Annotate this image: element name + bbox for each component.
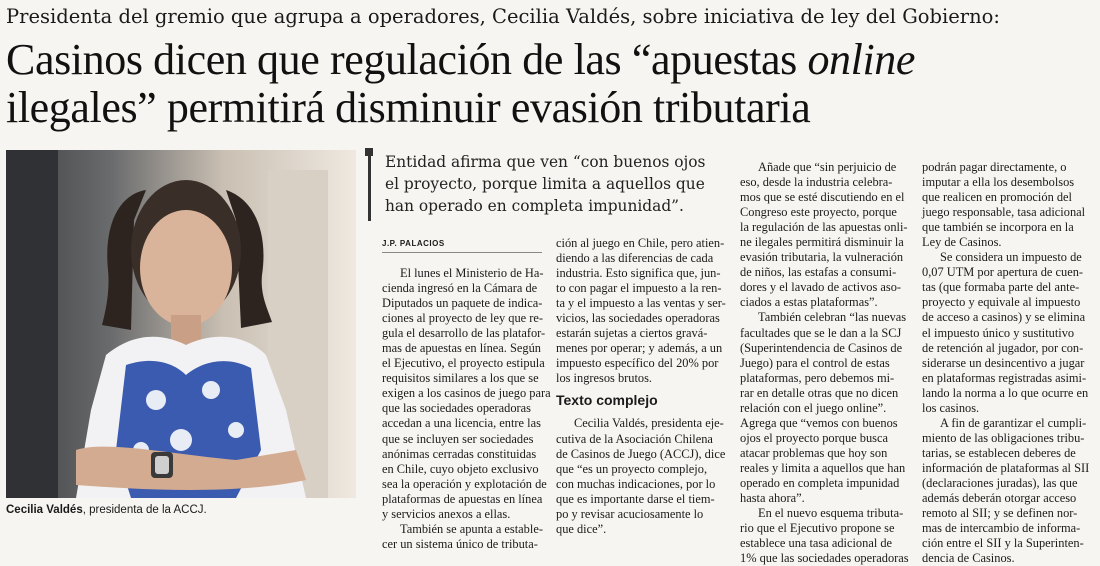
body-line: cienda ingresó en la Cámara de [382,281,538,296]
body-line: mos que se esté discutiendo en el [740,190,905,205]
body-column-2 [556,236,726,537]
body-line: 1% que las sociedades operadoras [740,551,909,566]
body-column-4 [922,160,1094,566]
body-line: ción entre el SII y la Superinten- [922,536,1084,551]
body-line: facultades que se le dan a la SCJ [740,325,902,340]
body-line: estarán sujetas a ciertos gravá- [556,326,708,341]
body-line: imputar a ella los desembolsos [922,175,1075,190]
body-line: diendo a las diferencias de cada [556,251,714,266]
article-photo [6,150,356,498]
body-line: menes por operar; y además, a un [556,341,723,356]
headline-italic-word: online [807,35,916,84]
pull-quote-line: han operado en completa impunidad”. [385,197,684,215]
portrait-illustration [6,150,356,498]
body-line: Congreso este proyecto, porque [740,205,897,220]
body-line: exigen a los casinos de juego para [382,386,551,401]
body-line: También se apunta a estable- [400,521,543,536]
body-line: Se considera un impuesto de [940,250,1082,265]
body-line: que se incluyen ser sociedades [382,431,534,446]
body-line: que dice”. [556,521,607,536]
pull-quote-marker [365,148,373,156]
body-line: Diputados un paquete de indica- [382,296,543,311]
body-line: rar en detalle otras que no dicen [740,385,899,400]
body-line: ta y el impuesto a las ventas y ser- [556,296,726,311]
body-line: el Ejecutivo, el proyecto estipula [382,356,545,371]
body-line: la regulación de las apuestas onli- [740,220,908,235]
body-line: gula el desarrollo de las platafor- [382,326,546,341]
body-line: reales y limita a aquellos que han [740,460,906,475]
body-line: En el nuevo esquema tributa- [758,506,904,521]
body-line: lando la norma a lo que ocurre en [922,385,1089,400]
body-line: plataformas, pero debemos mi- [740,370,895,385]
body-line: A fin de garantizar el cumpli- [940,415,1087,430]
body-line: de Casinos de Juego (ACCJ), dice [556,446,726,461]
body-line: operado en completa impunidad [740,475,900,490]
body-line: cer un sistema único de tributa- [382,536,538,551]
body-line: que realicen en promoción del [922,190,1073,205]
body-line: (declaraciones juradas), las que [922,475,1078,490]
article-kicker: Presidenta del gremio que agrupa a operadores, Cecilia Valdés, sobre iniciativa de ley del Gobierno: [6,5,1000,28]
body-line: miento de las obligaciones tribu- [922,430,1085,445]
body-line: ne ilegales permitirá disminuir la [740,235,904,250]
body-line: con muchas indicaciones, por lo [556,476,716,491]
body-line: en Chile, cuyo objeto exclusivo [382,461,539,476]
body-line: remoto al SII; y se definen nor- [922,506,1078,521]
body-line: mas de intercambio de informa- [922,521,1081,536]
body-line: ojos el proyecto porque busca [740,430,888,445]
body-line: impuesto específico del 20% por [556,356,719,371]
body-line: Ley de Casinos. [922,235,1002,250]
body-line: industria. Esto significa que, jun- [556,266,721,281]
headline-line-2: ilegales” permitirá disminuir evasión tributaria [6,83,811,132]
body-line: (Superintendencia de Casinos de [740,340,903,355]
body-line: el impuesto único y sustitutivo [922,325,1075,340]
body-line: atacar problemas que hoy son [740,445,888,460]
body-line: que las sociedades operadoras [382,401,531,416]
byline: J.P. PALACIOS [382,239,445,248]
body-line: Cecilia Valdés, presidenta eje- [574,416,724,431]
body-line: ciones al proyecto de ley que re- [382,311,544,326]
body-line: Añade que “sin perjuicio de [758,160,897,174]
body-line: eso, desde la industria celebra- [740,175,893,190]
caption-text: , presidenta de la ACCJ. [82,504,207,516]
headline-text: Casinos dicen que regulación de las “apuestas [6,35,808,84]
body-line: proyecto y equivale al impuesto [922,295,1081,310]
body-line: anónimas cerradas constituidas [382,446,537,461]
body-line: tas (que formaba parte del ante- [922,280,1080,295]
pull-quote [368,151,713,221]
body-line: dores y el lavado de activos aso- [740,280,902,295]
body-line: relación con el juego online”. [740,400,887,415]
body-line: y servicios anexos a ellas. [382,506,511,521]
body-line: Juego) para el control de estas [740,355,890,370]
article-headline [6,36,1096,132]
pull-quote-line: el proyecto, porque limita a aquellos que [385,175,705,193]
body-line: que “es un proyecto complejo, [556,461,708,476]
body-line: Agrega que “vemos con buenos [740,415,898,430]
article-subheading: Texto complejo [556,392,658,409]
body-line: además deberán otorgar acceso [922,491,1077,506]
body-line: establece una tasa adicional de [740,536,893,551]
body-line: siderarse un desincentivo a jugar [922,355,1085,370]
body-line: de acceso a casinos) y se elimina [922,310,1086,325]
body-line: cutiva de la Asociación Chilena [556,431,713,446]
body-line: requisitos similares a los que se [382,371,539,386]
body-line: mas de apuestas en línea. Según [382,341,541,356]
body-line: hasta ahora”. [740,491,805,506]
headline-line-1 [6,36,1096,84]
body-line: tarias, se establecen deberes de [922,445,1076,460]
body-line: 0,07 UTM por apertura de cuen- [922,265,1084,280]
photo-credit: DAVID VELÁSQUEZ [331,392,338,460]
body-line: ciados a estas plataformas”. [740,295,878,310]
body-column-1 [382,266,551,552]
pull-quote-line: Entidad afirma que ven “con buenos ojos [385,153,706,171]
body-line: de retención al jugador, por con- [922,340,1084,355]
body-line: los casinos. [922,400,980,415]
body-line: dencia de Casinos. [922,551,1015,566]
body-line: po y revisar acuciosamente lo [556,506,704,521]
body-line: de niños, las estafas a consumi- [740,265,897,280]
body-line: los ingresos brutos. [556,371,653,386]
body-line: que es importante darse el tiem- [556,491,715,506]
body-line: También celebran “las nuevas [758,310,907,325]
body-line: información de plataformas al SII [922,460,1090,475]
body-line: juego responsable, tasa adicional [922,205,1086,220]
body-line: sea la operación y explotación de [382,476,547,491]
body-line: ción al juego en Chile, pero atien- [556,236,725,250]
body-line: evasión tributaria, la vulneración [740,250,904,265]
body-line: rio que el Ejecutivo propone se [740,521,895,536]
byline-divider [382,252,542,253]
body-line: El lunes el Ministerio de Ha- [400,266,544,280]
photo-caption [6,502,356,518]
caption-name: Cecilia Valdés [6,504,83,516]
body-column-3 [740,160,912,566]
body-line: plataformas de apuestas en línea [382,491,543,506]
body-line: vicios, las sociedades operadoras [556,311,720,326]
body-line: to con pagar el impuesto a la ren- [556,281,722,296]
body-line: en plataformas registradas asimi- [922,370,1087,385]
body-line: accedan a una licencia, entre las [382,416,541,431]
body-line: que también se incorpora en la [922,220,1074,235]
body-line: podrán pagar directamente, o [922,160,1067,174]
